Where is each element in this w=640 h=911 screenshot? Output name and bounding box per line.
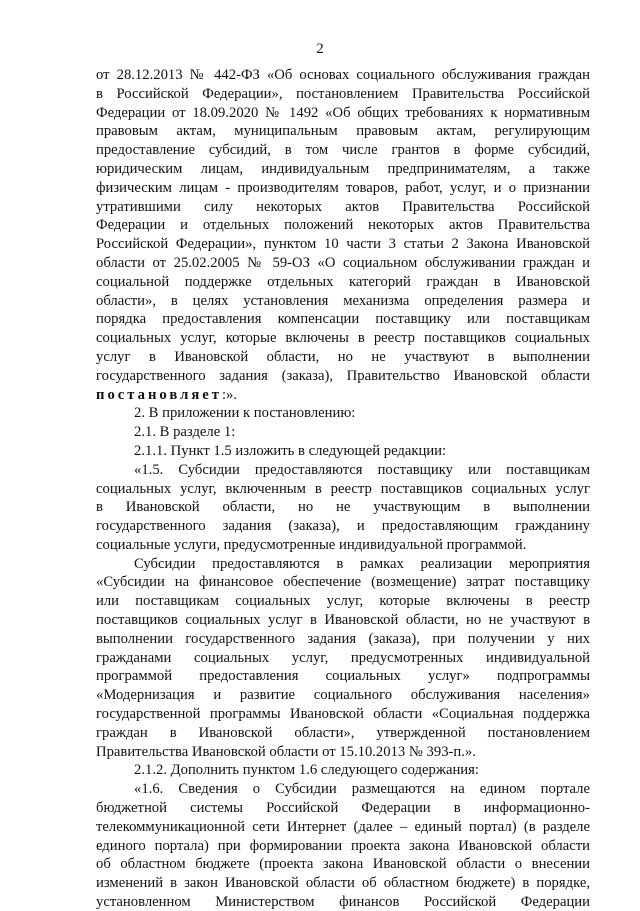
text-line: от 28.12.2013 № 442-ФЗ «Об основах социального обслуживания граждан bbox=[96, 67, 590, 83]
decree-suffix: :». bbox=[221, 387, 238, 403]
text-line: государственной программы Ивановской области «Социальная поддержка bbox=[96, 706, 590, 722]
item-2-1-1: 2.1.1. Пункт 1.5 изложить в следующей редакции: bbox=[134, 443, 447, 459]
text-line: изменений в закон Ивановской области об областном бюджете) в порядке, bbox=[96, 875, 590, 891]
text-line: «1.6. Сведения о Субсидии размещаются на едином портале bbox=[134, 781, 590, 797]
text-line: социальных услуг, включенным в реестр поставщиков социальных услуг bbox=[96, 481, 590, 497]
text-line: или поставщикам социальных услуг, которые включены в реестр bbox=[96, 593, 590, 609]
text-line: социальные услуги, предусмотренные индивидуальной программой. bbox=[96, 537, 527, 553]
text-line: об областном бюджете (проекта закона Ивановской области о внесении bbox=[96, 856, 590, 872]
text-line: порядка предоставления компенсации поставщику или поставщикам bbox=[96, 311, 590, 327]
text-line: Российской Федерации», пунктом 10 части 3 статьи 2 Закона Ивановской bbox=[96, 236, 590, 252]
text-line: социальной поддержке отдельных категорий граждан в Ивановской bbox=[96, 274, 590, 290]
text-line: в Ивановской области, но не участвующим в выполнении bbox=[96, 499, 590, 515]
text-line: бюджетной системы Российской Федерации в информационно- bbox=[96, 800, 590, 816]
text-line: правовым актам, муниципальным правовым актам, регулирующим bbox=[96, 123, 590, 139]
decree-line bbox=[96, 386, 590, 404]
text-line: утратившими силу некоторых актов Правительства Российской bbox=[96, 199, 590, 215]
text-line: «Субсидии на финансовое обеспечение (возмещение) затрат поставщику bbox=[96, 574, 590, 590]
text-line: Правительства Ивановской области от 15.10.2013 № 393-п.». bbox=[96, 744, 476, 760]
text-line: Федерации от 18.09.2020 № 1492 «Об общих требованиях к нормативным bbox=[96, 105, 590, 121]
item-2-1: 2.1. В разделе 1: bbox=[134, 424, 236, 440]
text-line: выполнении государственного задания (заказа), при получении у них bbox=[96, 631, 590, 647]
text-line: государственного задания (заказа), и предоставляющим гражданину bbox=[96, 518, 590, 534]
text-line: области», в целях установления механизма определения размера и bbox=[96, 293, 590, 309]
text-line: поставщиков социальных услуг в Ивановской области, но не участвуют в bbox=[96, 612, 590, 628]
text-line: социальных услуг, которые включены в реестр поставщиков социальных bbox=[96, 330, 590, 346]
text-line: «Модернизация и развитие социального обслуживания населения» bbox=[96, 687, 590, 703]
text-line: услуг в Ивановской области, но не участвуют в выполнении bbox=[96, 349, 590, 365]
decree-word: постановляет bbox=[96, 387, 222, 403]
item-2: 2. В приложении к постановлению: bbox=[134, 405, 356, 421]
text-line: области от 25.02.2005 № 59-ОЗ «О социальном обслуживании граждан и bbox=[96, 255, 590, 271]
item-2-1-2: 2.1.2. Дополнить пунктом 1.6 следующего содержания: bbox=[134, 762, 479, 778]
text-line: физическим лицам - производителям товаров, работ, услуг, и о признании bbox=[96, 180, 590, 196]
text-line: Федерации и отдельных положений некоторых актов Правительства bbox=[96, 217, 590, 233]
text-line: юридическим лицам, индивидуальным предпринимателям, а также bbox=[96, 161, 590, 177]
text-line: граждан в Ивановской области», утвержденной постановлением bbox=[96, 725, 590, 741]
text-line: предоставление субсидий, в том числе грантов в форме субсидий, bbox=[96, 142, 590, 158]
page-number: 2 bbox=[316, 41, 324, 57]
text-line: «1.5. Субсидии предоставляются поставщику или поставщикам bbox=[134, 462, 590, 478]
text-line: Субсидии предоставляются в рамках реализации мероприятия bbox=[134, 556, 590, 572]
text-line: установленном Министерством финансов Российской Федерации bbox=[96, 894, 590, 910]
text-line: гражданами социальных услуг, предусмотренных индивидуальной bbox=[96, 650, 590, 666]
text-line: государственного задания (заказа), Правительство Ивановской области bbox=[96, 368, 590, 384]
text-line: программой предоставления социальных услуг» подпрограммы bbox=[96, 668, 590, 684]
text-line: единого портала) при формировании проекта закона Ивановской области bbox=[96, 838, 590, 854]
text-line: в Российской Федерации», постановлением Правительства Российской bbox=[96, 86, 590, 102]
text-line: телекоммуникационной сети Интернет (далее – единый портал) (в разделе bbox=[96, 819, 590, 835]
